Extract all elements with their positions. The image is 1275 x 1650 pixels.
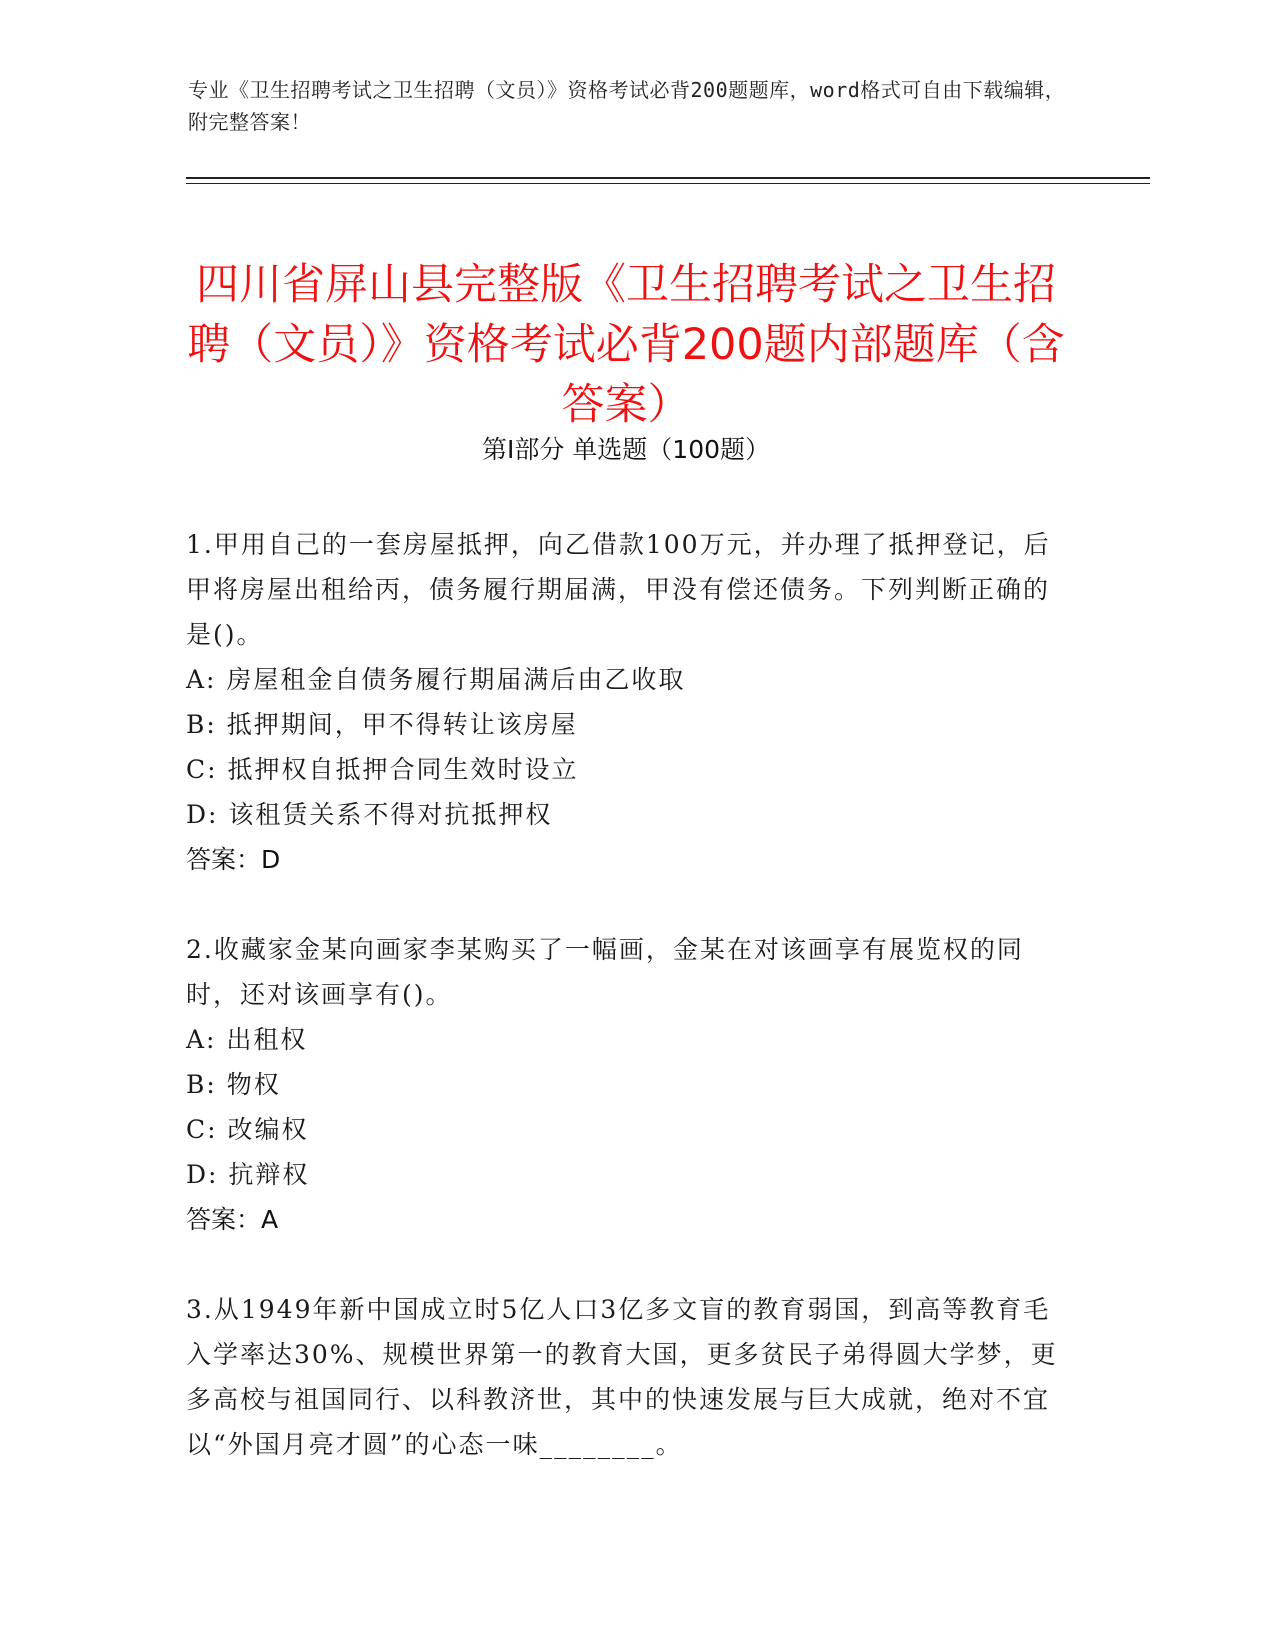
answer-label: 答案：D: [186, 845, 281, 874]
question-spacer: [186, 882, 1076, 927]
question-1: [186, 522, 1076, 882]
document-title: 四川省屏山县完整版《卫生招聘考试之卫生招聘（文员）》资格考试必背200题内部题库（含答案）: [187, 259, 1065, 430]
option-a: A: 出租权: [186, 1025, 308, 1054]
option-d: D: 该租赁关系不得对抗抵押权: [186, 800, 553, 829]
question-list: [186, 522, 1076, 1467]
header-divider-thin: [186, 183, 1150, 184]
header-divider-thick: [186, 177, 1150, 179]
answer-label: 答案：A: [186, 1205, 279, 1234]
question-3: [186, 1287, 1076, 1467]
option-d: D: 抗辩权: [186, 1160, 310, 1189]
question-stem: 3.从1949年新中国成立时5亿人口3亿多文盲的教育弱国，到高等教育毛入学率达30%、规模世界第一的教育大国，更多贫民子弟得圆大学梦，更多高校与祖国同行、以科教济世，其中的快速发展与巨大成就，绝对不宜以“外国月亮才圆”的心态一味________。: [186, 1295, 1058, 1459]
question-stem: 2.收藏家金某向画家李某购买了一幅画，金某在对该画享有展览权的同时，还对该画享有()。: [186, 935, 1024, 1009]
question-spacer: [186, 1242, 1076, 1287]
question-2: [186, 927, 1076, 1242]
option-a: A: 房屋租金自债务履行期届满后由乙收取: [186, 665, 686, 694]
option-b: B: 抵押期间，甲不得转让该房屋: [186, 710, 578, 739]
header-note: 专业《卫生招聘考试之卫生招聘（文员）》资格考试必背200题题库，word格式可自由下载编辑，附完整答案！: [188, 78, 1066, 134]
option-c: C: 抵押权自抵押合同生效时设立: [186, 755, 579, 784]
section-heading: 第Ⅰ部分 单选题（100题）: [481, 435, 771, 464]
option-c: C: 改编权: [186, 1115, 309, 1144]
option-b: B: 物权: [186, 1070, 281, 1099]
question-stem: 1.甲用自己的一套房屋抵押，向乙借款100万元，并办理了抵押登记，后甲将房屋出租给丙，债务履行期届满，甲没有偿还债务。下列判断正确的是()。: [186, 530, 1051, 649]
